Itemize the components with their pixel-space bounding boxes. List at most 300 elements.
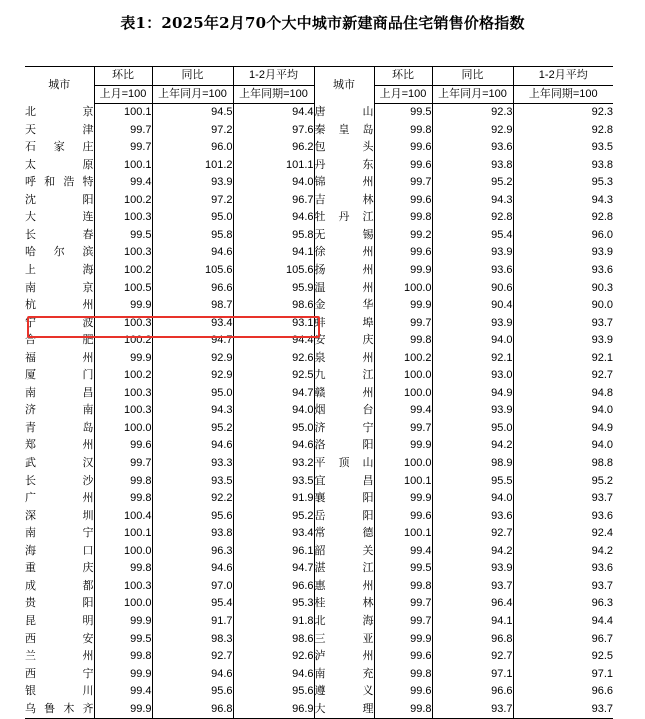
avg-value-left: 94.4: [233, 104, 314, 122]
yoy-value-left: 94.6: [152, 666, 233, 684]
mom-value-right: 99.7: [374, 315, 432, 333]
price-index-table: [25, 66, 613, 719]
mom-value-right: 99.8: [374, 666, 432, 684]
table-row: [25, 473, 613, 491]
city-name-right: 吉林: [314, 192, 374, 210]
city-name-left: 天津: [25, 123, 94, 136]
city-name-right: 唐山: [314, 104, 374, 122]
avg-value-right: 95.2: [513, 473, 613, 491]
city-name-left: 武汉: [25, 457, 94, 470]
city-name-left: 大连: [25, 211, 94, 224]
mom-value-right: 99.6: [374, 508, 432, 526]
mom-value-right: 99.8: [374, 578, 432, 596]
yoy-value-left: 92.9: [152, 350, 233, 368]
mom-value-right: 100.1: [374, 525, 432, 543]
city-name-left: 海口: [25, 544, 94, 557]
city-name-right: 锦州: [314, 174, 374, 192]
city-name-right: 宜昌: [314, 473, 374, 491]
avg-value-right: 92.3: [513, 104, 613, 122]
avg-value-right: 97.1: [513, 666, 613, 684]
table-row: [25, 244, 613, 262]
yoy-value-left: 97.0: [152, 578, 233, 596]
yoy-value-right: 94.2: [432, 437, 513, 455]
table-row: [25, 508, 613, 526]
mom-value-right: 100.0: [374, 367, 432, 385]
city-name-right: 徐州: [314, 244, 374, 262]
city-name-left: 哈尔滨: [25, 246, 94, 259]
mom-value-right: 99.6: [374, 192, 432, 210]
yoy-value-right: 95.0: [432, 420, 513, 438]
header-row-main: [25, 67, 613, 86]
city-name-right: 秦皇岛: [314, 122, 374, 140]
avg-value-left: 92.6: [233, 350, 314, 368]
city-name-left: 杭州: [25, 299, 94, 312]
table-row: [25, 631, 613, 649]
city-name-right: 牡丹江: [314, 209, 374, 227]
mom-value-left: 99.5: [94, 631, 152, 649]
city-name-right: 韶关: [314, 543, 374, 561]
yoy-value-right: 96.4: [432, 595, 513, 613]
yoy-value-right: 90.4: [432, 297, 513, 315]
city-name-left: 青岛: [25, 421, 94, 434]
mom-value-right: 99.6: [374, 648, 432, 666]
avg-value-right: 93.6: [513, 560, 613, 578]
yoy-value-left: 95.6: [152, 508, 233, 526]
subheader-yoy-right: 上年同月=100: [432, 85, 513, 104]
mom-value-right: 99.5: [374, 560, 432, 578]
yoy-value-right: 94.0: [432, 490, 513, 508]
city-name-left: 沈阳: [25, 193, 94, 206]
table-row: [25, 192, 613, 210]
table-row: [25, 174, 613, 192]
city-name-right: 常德: [314, 525, 374, 543]
table-row: [25, 613, 613, 631]
yoy-value-left: 96.6: [152, 280, 233, 298]
yoy-value-right: 96.8: [432, 631, 513, 649]
yoy-value-left: 93.8: [152, 525, 233, 543]
city-name-left: 西安: [25, 632, 94, 645]
city-name-right: 包头: [314, 139, 374, 157]
mom-value-left: 99.7: [94, 139, 152, 157]
table-row: [25, 525, 613, 543]
mom-value-left: 99.8: [94, 648, 152, 666]
city-name-left: 南昌: [25, 386, 94, 399]
mom-value-right: 99.9: [374, 437, 432, 455]
yoy-value-left: 95.2: [152, 420, 233, 438]
avg-value-left: 96.7: [233, 192, 314, 210]
city-name-left: 乌鲁木齐: [25, 701, 94, 719]
table-row: [25, 543, 613, 561]
yoy-value-left: 98.3: [152, 631, 233, 649]
table-row: [25, 437, 613, 455]
yoy-value-left: 94.6: [152, 244, 233, 262]
mom-value-right: 99.8: [374, 122, 432, 140]
yoy-value-right: 93.9: [432, 244, 513, 262]
yoy-value-left: 92.2: [152, 490, 233, 508]
avg-value-left: 98.6: [233, 297, 314, 315]
yoy-value-left: 93.4: [152, 315, 233, 333]
avg-value-right: 98.8: [513, 455, 613, 473]
city-name-left: 广州: [25, 492, 94, 505]
avg-value-right: 96.7: [513, 631, 613, 649]
table-row: [25, 157, 613, 175]
subheader-avg-right: 上年同期=100: [513, 85, 613, 104]
yoy-value-right: 92.8: [432, 209, 513, 227]
subheader-avg-left: 上年同期=100: [233, 85, 314, 104]
yoy-value-left: 94.6: [152, 437, 233, 455]
yoy-value-left: 101.2: [152, 157, 233, 175]
city-name-right: 洛阳: [314, 437, 374, 455]
highlight-box: [27, 316, 320, 338]
yoy-value-right: 92.3: [432, 104, 513, 122]
avg-value-left: 95.6: [233, 683, 314, 701]
yoy-value-right: 96.6: [432, 683, 513, 701]
yoy-value-right: 93.6: [432, 262, 513, 280]
city-name-left: 太原: [25, 158, 94, 171]
city-name-right: 岳阳: [314, 508, 374, 526]
avg-value-right: 93.5: [513, 139, 613, 157]
avg-value-left: 95.9: [233, 280, 314, 298]
city-name-left: 重庆: [25, 562, 94, 575]
mom-value-right: 99.6: [374, 683, 432, 701]
yoy-value-right: 93.7: [432, 578, 513, 596]
mom-value-right: 100.0: [374, 385, 432, 403]
city-name-left: 长春: [25, 228, 94, 241]
avg-value-right: 92.8: [513, 122, 613, 140]
yoy-value-left: 92.7: [152, 648, 233, 666]
avg-value-left: 94.6: [233, 209, 314, 227]
city-name-right: 九江: [314, 367, 374, 385]
city-name-left: 福州: [25, 351, 94, 364]
mom-value-right: 99.4: [374, 402, 432, 420]
avg-value-left: 95.2: [233, 508, 314, 526]
yoy-value-left: 98.7: [152, 297, 233, 315]
subheader-yoy-left: 上年同月=100: [152, 85, 233, 104]
avg-value-left: 94.6: [233, 666, 314, 684]
yoy-value-left: 91.7: [152, 613, 233, 631]
avg-value-left: 94.1: [233, 244, 314, 262]
table-row: [25, 227, 613, 245]
mom-value-left: 100.4: [94, 508, 152, 526]
city-name-left: 成都: [25, 579, 94, 592]
mom-value-left: 99.9: [94, 701, 152, 719]
table-row: [25, 350, 613, 368]
mom-value-right: 99.2: [374, 227, 432, 245]
avg-value-left: 94.0: [233, 174, 314, 192]
yoy-value-left: 94.7: [152, 332, 233, 350]
mom-value-left: 99.9: [94, 297, 152, 315]
yoy-value-right: 95.5: [432, 473, 513, 491]
avg-value-left: 91.8: [233, 613, 314, 631]
mom-value-right: 99.7: [374, 613, 432, 631]
yoy-value-left: 95.8: [152, 227, 233, 245]
header-avg-left: 1-2月平均: [233, 67, 314, 86]
avg-value-right: 92.5: [513, 648, 613, 666]
mom-value-left: 100.3: [94, 244, 152, 262]
avg-value-right: 94.9: [513, 420, 613, 438]
table-row: [25, 560, 613, 578]
table-row: [25, 385, 613, 403]
avg-value-right: 93.7: [513, 701, 613, 719]
mom-value-left: 99.5: [94, 227, 152, 245]
mom-value-right: 99.7: [374, 420, 432, 438]
mom-value-left: 100.5: [94, 280, 152, 298]
table-row: [25, 490, 613, 508]
mom-value-right: 99.8: [374, 209, 432, 227]
avg-value-left: 94.0: [233, 402, 314, 420]
yoy-value-left: 95.4: [152, 595, 233, 613]
city-name-right: 无锡: [314, 227, 374, 245]
yoy-value-left: 94.6: [152, 560, 233, 578]
yoy-value-left: 94.5: [152, 104, 233, 122]
mom-value-right: 100.0: [374, 455, 432, 473]
city-name-right: 烟台: [314, 402, 374, 420]
yoy-value-left: 96.3: [152, 543, 233, 561]
city-name-left: 贵阳: [25, 597, 94, 610]
table-row: [25, 455, 613, 473]
yoy-value-right: 92.9: [432, 122, 513, 140]
mom-value-left: 100.0: [94, 595, 152, 613]
city-name-left: 南京: [25, 281, 94, 294]
avg-value-left: 105.6: [233, 262, 314, 280]
city-name-right: 济宁: [314, 420, 374, 438]
header-yoy-left: 同比: [152, 67, 233, 86]
avg-value-right: 95.3: [513, 174, 613, 192]
avg-value-left: 93.5: [233, 473, 314, 491]
avg-value-right: 94.4: [513, 613, 613, 631]
avg-value-left: 93.1: [233, 315, 314, 333]
mom-value-right: 99.9: [374, 297, 432, 315]
yoy-value-right: 97.1: [432, 666, 513, 684]
avg-value-left: 92.6: [233, 648, 314, 666]
mom-value-left: 99.8: [94, 473, 152, 491]
mom-value-left: 99.4: [94, 174, 152, 192]
header-city-left: 城市: [25, 67, 94, 104]
mom-value-left: 100.1: [94, 157, 152, 175]
city-name-left: 银川: [25, 685, 94, 698]
avg-value-right: 94.8: [513, 385, 613, 403]
header-yoy-right: 同比: [432, 67, 513, 86]
mom-value-left: 100.2: [94, 332, 152, 350]
yoy-value-right: 94.9: [432, 385, 513, 403]
mom-value-left: 100.3: [94, 578, 152, 596]
table-body: [25, 104, 613, 719]
header-mom-right: 环比: [374, 67, 432, 86]
avg-value-right: 93.7: [513, 490, 613, 508]
mom-value-left: 100.3: [94, 209, 152, 227]
table-row: [25, 367, 613, 385]
mom-value-right: 99.7: [374, 595, 432, 613]
table-row: [25, 209, 613, 227]
table-row: [25, 595, 613, 613]
avg-value-left: 95.8: [233, 227, 314, 245]
table-row: [25, 139, 613, 157]
city-name-right: 扬州: [314, 262, 374, 280]
yoy-value-right: 92.7: [432, 648, 513, 666]
mom-value-right: 99.9: [374, 490, 432, 508]
city-name-left: 西宁: [25, 667, 94, 680]
mom-value-right: 99.7: [374, 174, 432, 192]
mom-value-left: 100.0: [94, 543, 152, 561]
yoy-value-left: 95.6: [152, 683, 233, 701]
mom-value-right: 99.6: [374, 139, 432, 157]
yoy-value-left: 93.3: [152, 455, 233, 473]
mom-value-right: 99.9: [374, 631, 432, 649]
avg-value-left: 101.1: [233, 157, 314, 175]
mom-value-right: 99.8: [374, 332, 432, 350]
city-name-right: 遵义: [314, 683, 374, 701]
table-row: [25, 402, 613, 420]
table-row: [25, 578, 613, 596]
yoy-value-left: 94.3: [152, 402, 233, 420]
city-name-left: 宁波: [25, 316, 94, 329]
mom-value-left: 99.8: [94, 490, 152, 508]
table-row: [25, 420, 613, 438]
city-name-right: 温州: [314, 280, 374, 298]
city-name-left: 兰州: [25, 650, 94, 663]
city-name-left: 合肥: [25, 334, 94, 347]
avg-value-left: 94.4: [233, 332, 314, 350]
yoy-value-left: 96.8: [152, 701, 233, 719]
city-name-right: 惠州: [314, 578, 374, 596]
mom-value-right: 99.4: [374, 543, 432, 561]
mom-value-left: 99.7: [94, 122, 152, 140]
avg-value-left: 93.4: [233, 525, 314, 543]
mom-value-left: 100.2: [94, 192, 152, 210]
avg-value-right: 93.7: [513, 578, 613, 596]
avg-value-right: 92.7: [513, 367, 613, 385]
mom-value-left: 100.0: [94, 420, 152, 438]
table-row: [25, 297, 613, 315]
avg-value-left: 96.2: [233, 139, 314, 157]
yoy-value-right: 94.3: [432, 192, 513, 210]
avg-value-right: 96.6: [513, 683, 613, 701]
city-name-left: 呼和浩特: [25, 176, 94, 189]
mom-value-left: 99.6: [94, 437, 152, 455]
mom-value-left: 100.3: [94, 402, 152, 420]
city-name-right: 丹东: [314, 157, 374, 175]
yoy-value-right: 93.6: [432, 508, 513, 526]
header-city-right: 城市: [314, 67, 374, 104]
city-name-right: 泸州: [314, 648, 374, 666]
avg-value-right: 96.0: [513, 227, 613, 245]
avg-value-right: 96.3: [513, 595, 613, 613]
yoy-value-left: 93.9: [152, 174, 233, 192]
mom-value-right: 99.5: [374, 104, 432, 122]
city-name-right: 金华: [314, 297, 374, 315]
city-name-left: 北京: [25, 105, 94, 118]
avg-value-left: 92.5: [233, 367, 314, 385]
avg-value-left: 96.6: [233, 578, 314, 596]
yoy-value-right: 93.9: [432, 560, 513, 578]
yoy-value-right: 98.9: [432, 455, 513, 473]
avg-value-right: 93.8: [513, 157, 613, 175]
table-row: [25, 648, 613, 666]
city-name-left: 南宁: [25, 527, 94, 540]
city-name-right: 蚌埠: [314, 315, 374, 333]
avg-value-right: 94.0: [513, 402, 613, 420]
city-name-left: 长沙: [25, 474, 94, 487]
mom-value-right: 100.0: [374, 280, 432, 298]
avg-value-left: 94.7: [233, 560, 314, 578]
yoy-value-left: 97.2: [152, 122, 233, 140]
city-name-right: 桂林: [314, 595, 374, 613]
yoy-value-right: 94.2: [432, 543, 513, 561]
table-row: [25, 280, 613, 298]
yoy-value-right: 93.9: [432, 315, 513, 333]
yoy-value-right: 95.4: [432, 227, 513, 245]
avg-value-right: 92.8: [513, 209, 613, 227]
avg-value-right: 93.6: [513, 262, 613, 280]
avg-value-right: 92.1: [513, 350, 613, 368]
mom-value-right: 100.1: [374, 473, 432, 491]
avg-value-left: 98.6: [233, 631, 314, 649]
table-row: [25, 683, 613, 701]
avg-value-left: 94.7: [233, 385, 314, 403]
table-row: [25, 701, 613, 719]
mom-value-left: 99.9: [94, 666, 152, 684]
avg-value-left: 95.0: [233, 420, 314, 438]
yoy-value-right: 94.0: [432, 332, 513, 350]
mom-value-right: 100.2: [374, 350, 432, 368]
city-name-left: 深圳: [25, 509, 94, 522]
yoy-value-left: 93.5: [152, 473, 233, 491]
table-row: [25, 666, 613, 684]
mom-value-left: 100.2: [94, 262, 152, 280]
table-title: 表1：2025年2月70个大中城市新建商品住宅销售价格指数: [120, 14, 525, 32]
mom-value-left: 100.3: [94, 385, 152, 403]
mom-value-left: 99.9: [94, 350, 152, 368]
avg-value-left: 95.3: [233, 595, 314, 613]
subheader-mom-left: 上月=100: [94, 85, 152, 104]
city-name-left: 昆明: [25, 614, 94, 627]
city-name-right: 三亚: [314, 631, 374, 649]
mom-value-right: 99.9: [374, 262, 432, 280]
yoy-value-left: 97.2: [152, 192, 233, 210]
yoy-value-left: 96.0: [152, 139, 233, 157]
yoy-value-right: 90.6: [432, 280, 513, 298]
city-name-right: 平顶山: [314, 455, 374, 473]
mom-value-left: 100.1: [94, 104, 152, 122]
city-name-right: 襄阳: [314, 490, 374, 508]
table-row: [25, 122, 613, 140]
yoy-value-right: 93.7: [432, 701, 513, 719]
avg-value-left: 93.2: [233, 455, 314, 473]
avg-value-right: 90.3: [513, 280, 613, 298]
city-name-right: 赣州: [314, 385, 374, 403]
city-name-left: 济南: [25, 404, 94, 417]
yoy-value-right: 95.2: [432, 174, 513, 192]
table-row: [25, 262, 613, 280]
yoy-value-right: 92.1: [432, 350, 513, 368]
avg-value-right: 92.4: [513, 525, 613, 543]
avg-value-right: 94.0: [513, 437, 613, 455]
header-mom-left: 环比: [94, 67, 152, 86]
avg-value-left: 91.9: [233, 490, 314, 508]
avg-value-left: 97.6: [233, 122, 314, 140]
yoy-value-left: 95.0: [152, 385, 233, 403]
mom-value-left: 100.2: [94, 367, 152, 385]
header-avg-right: 1-2月平均: [513, 67, 613, 86]
avg-value-left: 96.1: [233, 543, 314, 561]
mom-value-right: 99.6: [374, 157, 432, 175]
yoy-value-left: 105.6: [152, 262, 233, 280]
mom-value-right: 99.6: [374, 244, 432, 262]
yoy-value-left: 92.9: [152, 367, 233, 385]
city-name-right: 安庆: [314, 332, 374, 350]
avg-value-right: 93.9: [513, 244, 613, 262]
avg-value-left: 96.9: [233, 701, 314, 719]
